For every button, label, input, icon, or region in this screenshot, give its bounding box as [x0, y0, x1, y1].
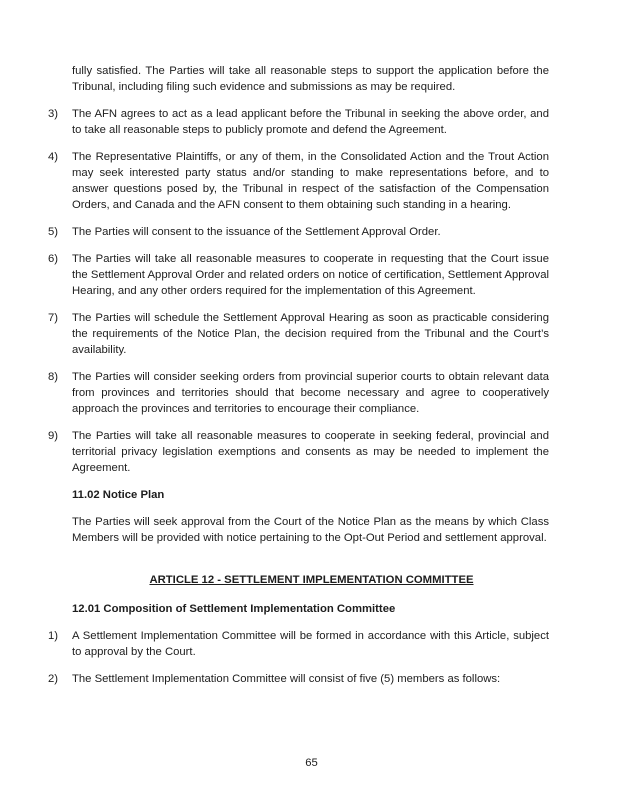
item-text: The Parties will consider seeking orders from provincial superior courts to obtain relevant data from provinces and territories should that become necessary and agree to cooperatively approach the provinces and territories to encourage their compliance.: [72, 371, 549, 415]
item-text: The Parties will take all reasonable measures to cooperate in requesting that the Court issue the Settlement Approval Order and related orders on notice of certification, Settlement Approval Hearing, and any other orders required for the implementation of this Agreement.: [72, 253, 549, 297]
numbered-item-8: [48, 369, 549, 417]
item-text: The AFN agrees to act as a lead applicant before the Tribunal in seeking the above order, and to take all reasonable steps to publicly promote and defend the Agreement.: [72, 108, 549, 136]
item-text: The Representative Plaintiffs, or any of them, in the Consolidated Action and the Trout Action may seek interested party status and/or standing to make representations before, and to answer questions posed by, the Tribunal in respect of the satisfaction of the Compensation Orders, and Canada and the AFN consent to them obtaining such standing in a hearing.: [72, 151, 549, 211]
item-number: 7): [48, 312, 59, 324]
notice-plan-paragraph: The Parties will seek approval from the Court of the Notice Plan as the means by which Class Members will be provided with notice pertaining to the Opt-Out Period and settlement approval.: [72, 516, 549, 544]
item-number: 3): [48, 108, 59, 120]
item-number: 6): [48, 253, 59, 265]
page-number: 65: [305, 757, 318, 769]
item-text: The Parties will consent to the issuance of the Settlement Approval Order.: [72, 226, 441, 238]
numbered-item-4: [48, 149, 549, 213]
numbered-item-7: [48, 310, 549, 358]
item-number: 1): [48, 630, 59, 642]
item-text: The Parties will take all reasonable measures to cooperate in seeking federal, provincial and territorial privacy legislation exemptions and consents as may be needed to implement the Agreement.: [72, 430, 549, 474]
numbered-item-5: [48, 224, 549, 240]
continuation-paragraph: fully satisfied. The Parties will take all reasonable steps to support the application before the Tribunal, including filing such evidence and submissions as may be required.: [72, 65, 549, 93]
item-number: 9): [48, 430, 59, 442]
item-number: 4): [48, 151, 59, 163]
item-number: 8): [48, 371, 59, 383]
item-number: 2): [48, 673, 59, 685]
numbered-item-2: [48, 671, 549, 687]
item-text: A Settlement Implementation Committee will be formed in accordance with this Article, subject to approval by the Court.: [72, 630, 549, 658]
section-heading-11-02: 11.02 Notice Plan: [72, 489, 165, 501]
item-text: The Settlement Implementation Committee will consist of five (5) members as follows:: [72, 673, 501, 685]
article-12-heading: ARTICLE 12 - SETTLEMENT IMPLEMENTATION COMMITTEE: [149, 574, 474, 586]
numbered-item-6: [48, 251, 549, 299]
section-heading-12-01: 12.01 Composition of Settlement Implementation Committee: [72, 603, 396, 615]
numbered-item-9: [48, 428, 549, 476]
item-text: The Parties will schedule the Settlement Approval Hearing as soon as practicable considering the requirements of the Notice Plan, the decision required from the Tribunal and the Court’s availability.: [72, 312, 549, 356]
item-number: 5): [48, 226, 59, 238]
numbered-item-3: [48, 106, 549, 138]
numbered-item-1: [48, 628, 549, 660]
